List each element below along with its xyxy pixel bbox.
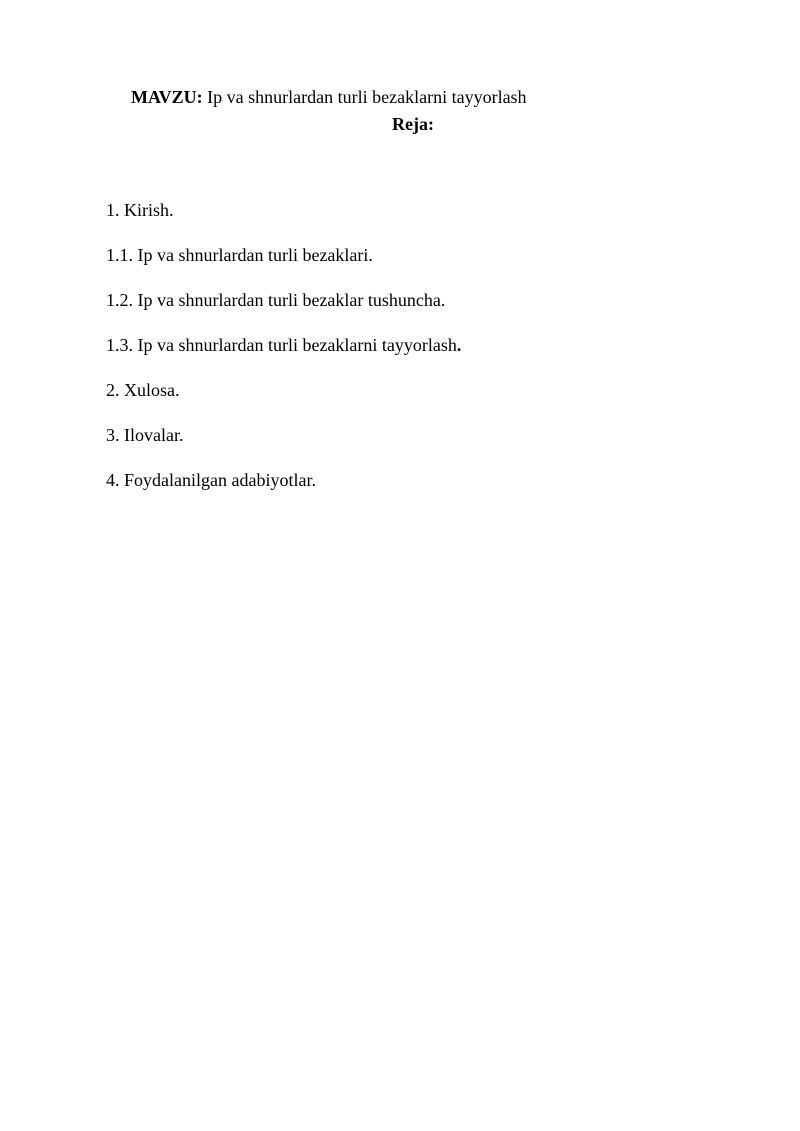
- plan-item-3: [106, 424, 461, 446]
- plan-item-number: 2.: [106, 380, 120, 400]
- plan-item-number: 1.: [106, 200, 120, 220]
- plan-heading: Reja:: [392, 114, 434, 134]
- plan-item-1-3: [106, 334, 461, 356]
- plan-item-text: Ip va shnurlardan turli bezaklari.: [133, 245, 373, 265]
- topic-text: Ip va shnurlardan turli bezaklarni tayyorlash: [202, 87, 527, 107]
- plan-item-text: Foydalanilgan adabiyotlar.: [119, 470, 316, 490]
- plan-item-number: 1.2.: [106, 290, 133, 310]
- plan-item-text: Xulosa.: [119, 380, 180, 400]
- plan-item-2: [106, 379, 461, 401]
- plan-item-text: Ilovalar.: [119, 425, 184, 445]
- plan-list: [106, 199, 461, 514]
- plan-item-text: Ip va shnurlardan turli bezaklar tushuncha.: [133, 290, 446, 310]
- topic-line: [131, 86, 527, 108]
- plan-item-number: 1.3.: [106, 335, 133, 355]
- plan-item-1-1: [106, 244, 461, 266]
- plan-item-1-2: [106, 289, 461, 311]
- plan-item-4: [106, 469, 461, 491]
- plan-item-1: [106, 199, 461, 221]
- plan-item-text: Ip va shnurlardan turli bezaklarni tayyorlash: [133, 335, 457, 355]
- plan-item-text: Kirish.: [119, 200, 174, 220]
- plan-item-number: 1.1.: [106, 245, 133, 265]
- plan-item-bold-suffix: .: [456, 335, 462, 355]
- topic-label: MAVZU:: [131, 87, 203, 107]
- plan-item-number: 4.: [106, 470, 120, 490]
- plan-item-number: 3.: [106, 425, 120, 445]
